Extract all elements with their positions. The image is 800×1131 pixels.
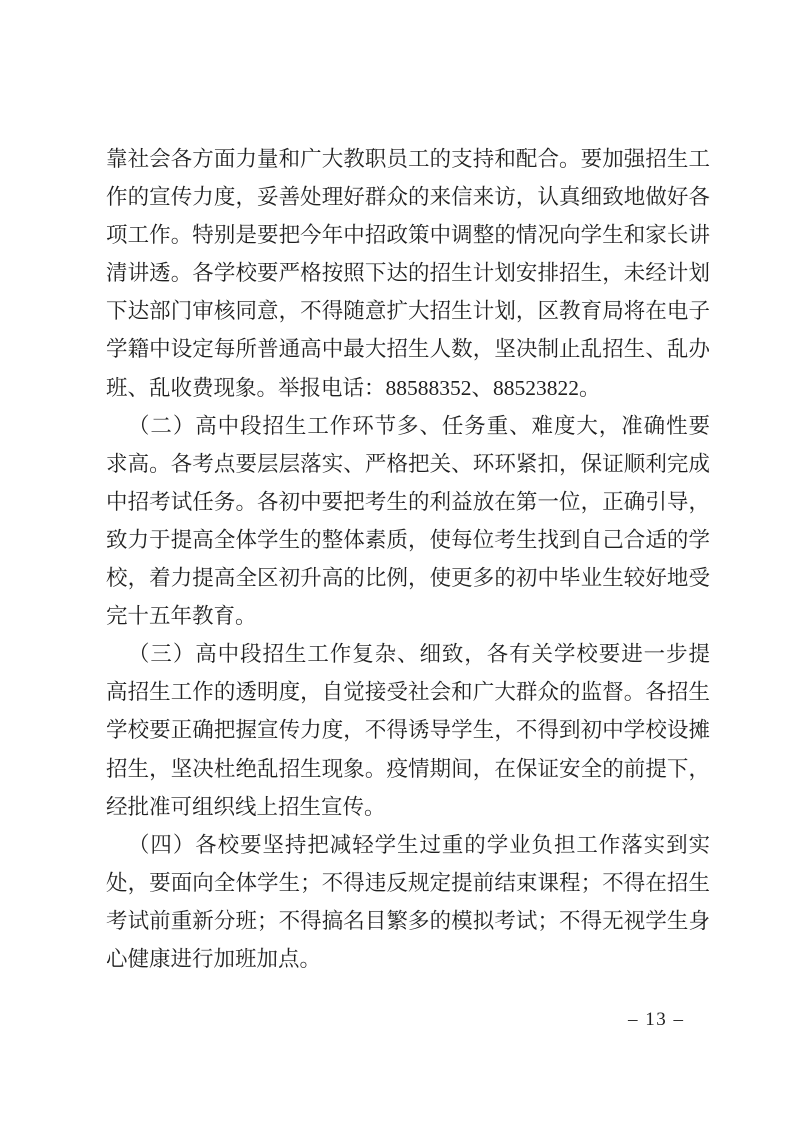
text-line: 高招生工作的透明度，自觉接受社会和广大群众的监督。各招生	[106, 680, 710, 705]
text-line: 班、乱收费现象。举报电话：88588352、88523822。	[106, 375, 601, 400]
text-line: 求高。各考点要层层落实、严格把关、环环紧扣，保证顺利完成	[106, 451, 710, 476]
text-line: 学校要正确把握宣传力度，不得诱导学生，不得到初中学校设摊	[106, 718, 710, 743]
text-line: （四）各校要坚持把减轻学生过重的学业负担工作落实到实	[128, 832, 710, 857]
text-line: 考试前重新分班；不得搞名目繁多的模拟考试；不得无视学生身	[106, 908, 710, 933]
text-line: 致力于提高全体学生的整体素质，使每位考生找到自己合适的学	[106, 527, 710, 552]
text-line: 心健康进行加班加点。	[106, 946, 322, 971]
text-line: 学籍中设定每所普通高中最大招生人数，坚决制止乱招生、乱办	[106, 337, 710, 362]
text-line: （三）高中段招生工作复杂、细致，各有关学校要进一步提	[128, 642, 710, 667]
text-line: 清讲透。各学校要严格按照下达的招生计划安排招生，未经计划	[106, 261, 710, 286]
text-line: 处，要面向全体学生；不得违反规定提前结束课程；不得在招生	[106, 870, 710, 895]
text-line: 校，着力提高全区初升高的比例，使更多的初中毕业生较好地受	[106, 566, 710, 591]
text-line: 下达部门审核同意，不得随意扩大招生计划，区教育局将在电子	[106, 299, 710, 324]
text-line: 中招考试任务。各初中要把考生的利益放在第一位，正确引导，	[106, 489, 710, 514]
page-number: – 13 –	[628, 1009, 685, 1030]
text-line: 作的宣传力度，妥善处理好群众的来信来访，认真细致地做好各	[106, 185, 710, 210]
text-line: 招生，坚决杜绝乱招生现象。疫情期间，在保证安全的前提下，	[106, 756, 710, 781]
text-line: 完十五年教育。	[106, 604, 257, 629]
text-line: （二）高中段招生工作环节多、任务重、难度大，准确性要	[128, 413, 710, 438]
text-line: 项工作。特别是要把今年中招政策中调整的情况向学生和家长讲	[106, 223, 710, 248]
document-body	[106, 140, 710, 978]
text-line: 靠社会各方面力量和广大教职员工的支持和配合。要加强招生工	[106, 147, 710, 171]
text-line: 经批准可组织线上招生宣传。	[106, 794, 386, 819]
